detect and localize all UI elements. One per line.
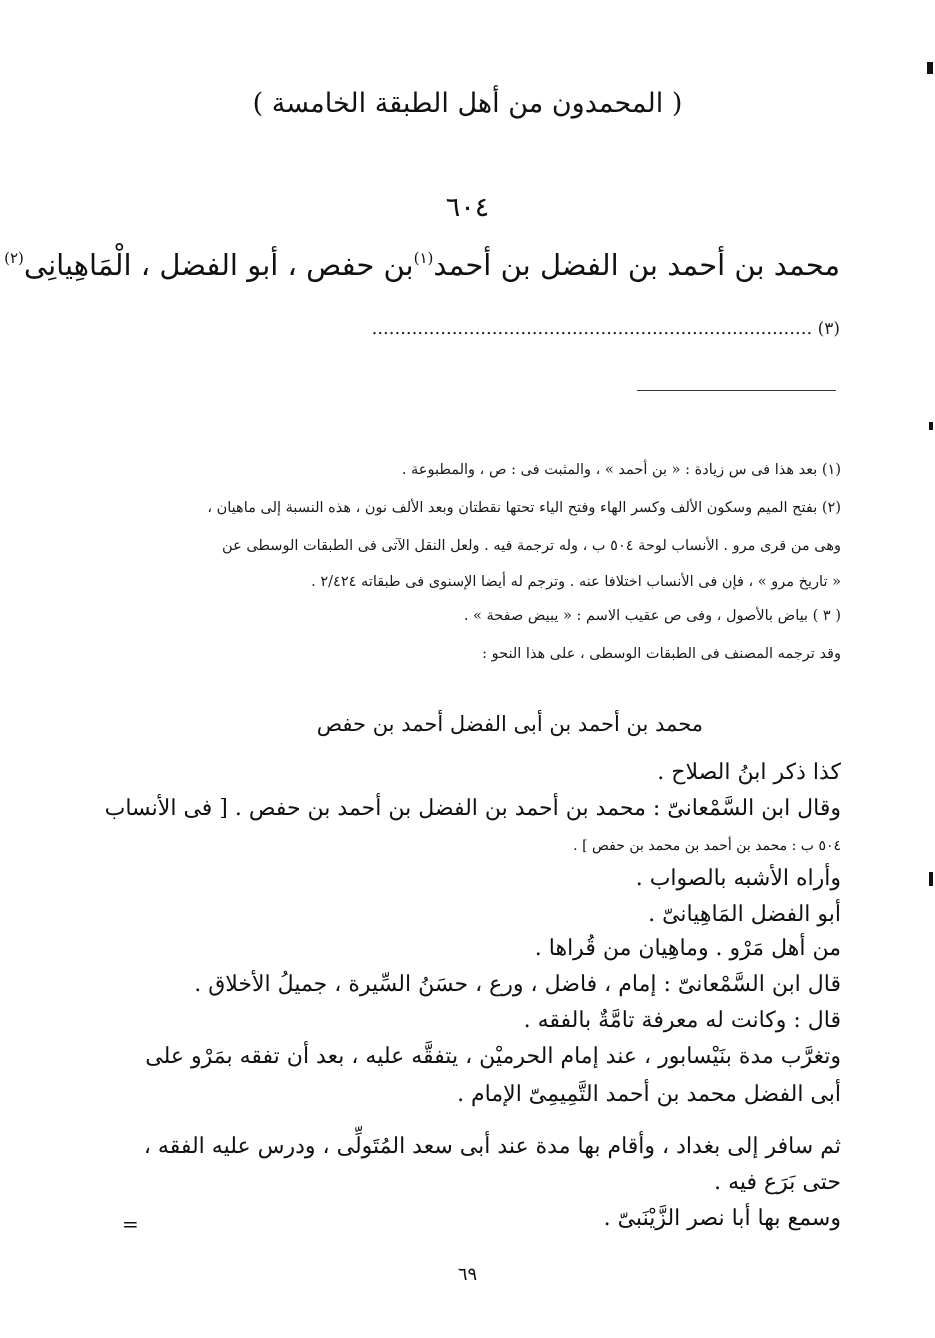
footnote-2-line-2: وهى من قرى مرو . الأنساب لوحة ٥٠٤ ب ، وله ترجمة فيه . ولعل النقل الآتى فى الطبقات الوسطى عن [222,538,841,554]
footnote-ref-3: (٣) [817,319,840,339]
lacuna-dots: ............................................................................. [371,318,813,339]
body-line-1: كذا ذكر ابنُ الصلاح . [657,760,841,785]
scan-mark-top [927,62,933,74]
body-line-11: ثم سافر إلى بغداد ، وأقام بها مدة عند أبى سعد المُتَولِّى ، ودرس عليه الفقه ، [143,1134,841,1159]
entry-number: ٦٠٤ [445,192,490,223]
body-line-6: من أهل مَرْو . وماهِيان من قُراها . [534,936,841,961]
body-line-3: ٥٠٤ ب : محمد بن أحمد بن محمد بن حفص ] . [573,838,841,854]
page-number: ٦٩ [457,1264,478,1285]
quoted-entry-heading: محمد بن أحمد بن أبى الفضل أحمد بن حفص [316,712,703,736]
body-line-7: قال ابن السَّمْعانىّ : إمام ، فاضل ، ورع ، حسَنُ السِّيرة ، جميلُ الأخلاق . [194,972,841,997]
body-line-9: وتغرَّب مدة بنَيْسابور ، عند إمام الحرميْن ، يتفقَّه عليه ، بعد أن تفقه بمَرْو على [145,1044,841,1069]
body-line-4: وأراه الأشبه بالصواب . [635,866,841,891]
footnote-3: ( ٣ ) بياض بالأصول ، وفى ص عقيب الاسم : « يبيض صفحة » . [463,608,841,624]
footnote-divider [637,390,836,391]
section-title: ( المحمدون من أهل الطبقة الخامسة ) [252,88,683,119]
body-line-12: حتى بَرَع فيه . [714,1170,841,1195]
footnote-1: (١) بعد هذا فى س زيادة : « بن أحمد » ، والمثبت فى : ص ، والمطبوعة . [401,462,841,478]
entry-heading-part1: محمد بن أحمد بن الفضل بن أحمد [433,248,840,282]
body-line-2: وقال ابن السَّمْعانىّ : محمد بن أحمد بن الفضل بن أحمد بن حفص . [ فى الأنساب [104,796,841,821]
entry-heading-part2: بن حفص ، أبو الفضل ، الْمَاهِيانِى [23,248,414,282]
scan-mark-middle [929,422,933,430]
body-line-10: أبى الفضل محمد بن أحمد التَّمِيمِىّ الإمام . [457,1082,841,1107]
lacuna-line [372,318,840,339]
entry-heading [4,248,840,282]
footnote-2-line-1: (٢) بفتح الميم وسكون الألف وكسر الهاء وفتح الياء تحتها نقطتان وبعد الألف نون ، هذه النسبة إلى ماهيان ، [207,500,841,516]
footnote-3-continuation: وقد ترجمه المصنف فى الطبقات الوسطى ، على هذا النحو : [482,646,841,662]
footnote-ref-1: (١) [413,249,434,267]
body-line-8: قال : وكانت له معرفة تامَّةٌ بالفقه . [523,1008,841,1033]
continuation-mark: = [122,1212,139,1236]
scan-mark-lower [929,872,933,886]
footnote-2-line-3: « تاريخ مرو » ، فإن فى الأنساب اختلافا عنه . وترجم له أيضا الإسنوى فى طبقاته ٢/٤٢٤ . [311,574,841,590]
body-line-13: وسمع بها أبا نصر الزَّيْنَبىّ . [603,1206,841,1231]
footnote-ref-2: (٢) [4,249,24,267]
body-line-5: أبو الفضل المَاهِيانىّ . [648,902,841,927]
